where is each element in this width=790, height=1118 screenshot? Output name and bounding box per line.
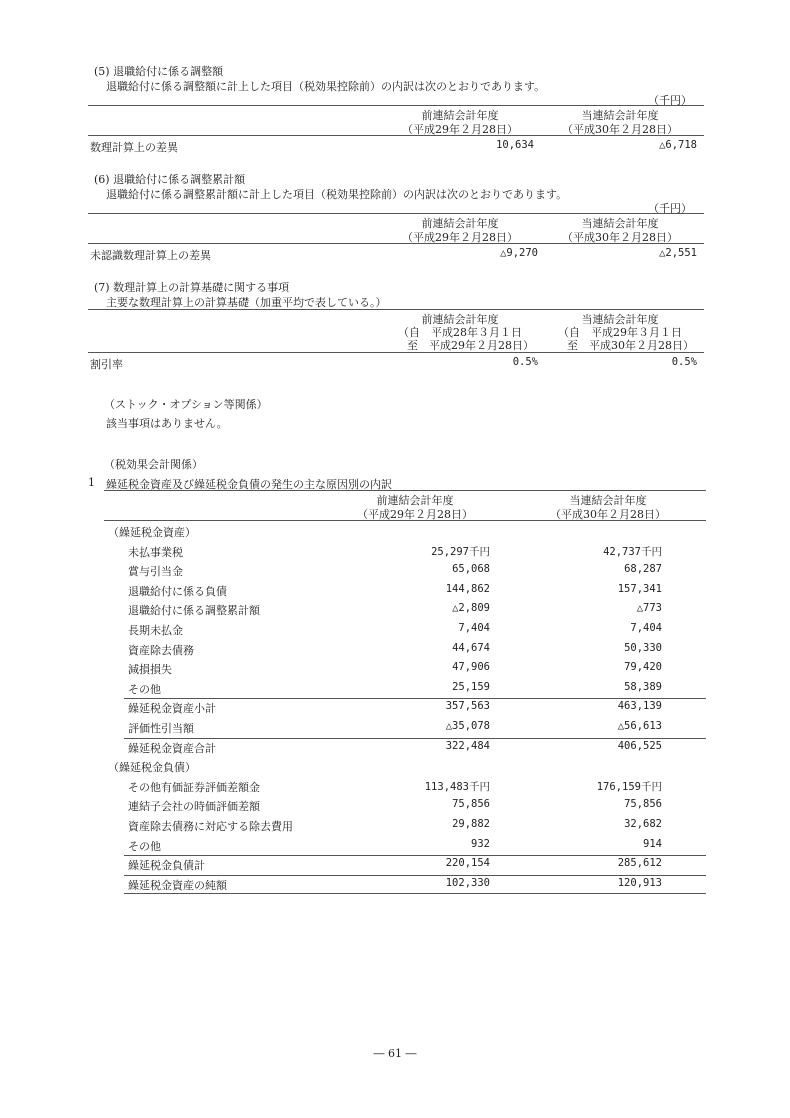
tax-row-label: 資産除去債務に対応する除去費用 (128, 820, 293, 833)
tax-row-label: 長期未払金 (128, 624, 183, 637)
section-6-col1-header: 前連結会計年度 (421, 217, 499, 230)
tax-row-label: 未払事業税 (128, 546, 183, 559)
section-5-col1-header: 前連結会計年度 (421, 109, 499, 122)
tax-subtotal-rule (124, 875, 706, 876)
section-5-col1-date: （平成29年２月28日） (402, 123, 518, 136)
tax-row-value-prev: △35,078 (445, 720, 490, 732)
tax-row-value-prev: 65,068 (452, 563, 490, 575)
tax-row-value-prev: 25,297千円 (431, 546, 490, 558)
tax-row-value-curr: △773 (636, 602, 662, 614)
tax-subtotal-rule (124, 738, 706, 739)
tax-row-label: 繰延税金資産の純額 (128, 879, 227, 892)
tax-row-value-prev: 220,154 (445, 857, 490, 869)
tax-row-label: 減損損失 (128, 663, 172, 676)
tax-col1-header: 前連結会計年度 (376, 494, 454, 507)
section-6-rule-mid (88, 243, 704, 244)
stock-options-text: 該当事項はありません。 (106, 417, 228, 430)
section-5-col2-header: 当連結会計年度 (581, 109, 659, 122)
tax-heading: （税効果会計関係） (104, 458, 203, 471)
tax-row-value-curr: 914 (643, 838, 662, 850)
tax-row-value-curr: 32,682 (624, 818, 662, 830)
section-6-rule-top (88, 213, 704, 214)
section-7-col2-header: 当連結会計年度 (581, 313, 659, 326)
stock-options-heading: （ストック・オプション等関係） (104, 398, 268, 411)
tax-group-label: （繰延税金資産） (108, 526, 196, 539)
section-7-heading: (7) 数理計算上の計算基礎に関する事項 (94, 281, 290, 294)
tax-row-value-prev: 7,404 (458, 622, 490, 634)
tax-row-label: 評価性引当額 (128, 722, 194, 735)
section-7-row-label: 割引率 (90, 358, 123, 371)
section-6-col2-date: （平成30年２月28日） (562, 231, 678, 244)
section-5-description: 退職給付に係る調整額に計上した項目（税効果控除前）の内訳は次のとおりであります。 (106, 80, 546, 93)
tax-row-value-curr: 7,404 (630, 622, 662, 634)
tax-row-value-curr: 50,330 (624, 642, 662, 654)
tax-row-value-curr: 463,139 (617, 700, 662, 712)
tax-row-value-curr: 157,341 (617, 583, 662, 595)
section-7-col1-from: （自 平成28年３月１日 (398, 326, 522, 339)
tax-row-value-curr: △56,613 (617, 720, 662, 732)
section-6-col1-date: （平成29年２月28日） (402, 231, 518, 244)
section-5-value-curr: △6,718 (659, 139, 697, 151)
tax-table-rule-top (104, 490, 706, 491)
section-6-row-label: 未認識数理計算上の差異 (90, 249, 211, 262)
section-5-heading: (5) 退職給付に係る調整額 (94, 65, 224, 78)
tax-row-value-prev: 144,862 (445, 583, 490, 595)
tax-row-label: 繰延税金資産小計 (128, 702, 216, 715)
tax-row-value-prev: 113,483千円 (424, 781, 490, 793)
section-7-col2-from: （自 平成29年３月１日 (558, 326, 682, 339)
section-6-value-curr: △2,551 (659, 247, 697, 259)
tax-item-title: 繰延税金資産及び繰延税金負債の発生の主な原因別の内訳 (106, 478, 392, 491)
tax-row-value-curr: 79,420 (624, 661, 662, 673)
tax-table-rule-header (104, 520, 706, 521)
tax-subtotal-rule (124, 698, 706, 699)
tax-row-value-prev: 47,906 (452, 661, 490, 673)
tax-row-value-prev: 932 (471, 838, 490, 850)
section-7-col2-to: 至 平成30年２月28日） (567, 339, 694, 352)
tax-row-value-prev: 75,856 (452, 798, 490, 810)
tax-row-label: 繰延税金負債計 (128, 859, 205, 872)
section-6-description: 退職給付に係る調整累計額に計上した項目（税効果控除前）の内訳は次のとおりであります。 (106, 188, 568, 201)
section-5-col2-date: （平成30年２月28日） (562, 123, 678, 136)
section-5-value-prev: 10,634 (496, 139, 534, 151)
tax-item-number: 1 (88, 476, 95, 489)
tax-row-value-curr: 42,737千円 (603, 546, 662, 558)
tax-row-value-prev: △2,809 (452, 602, 490, 614)
section-6-heading: (6) 退職給付に係る調整累計額 (94, 173, 246, 186)
section-7-value-curr: 0.5% (671, 356, 697, 368)
tax-row-label: 連結子会社の時価評価差額 (128, 800, 260, 813)
section-7-description: 主要な数理計算上の計算基礎（加重平均で表している。） (106, 296, 387, 309)
section-6-value-prev: △9,270 (500, 247, 538, 259)
tax-row-value-prev: 44,674 (452, 642, 490, 654)
tax-row-value-prev: 25,159 (452, 681, 490, 693)
section-7-col1-header: 前連結会計年度 (421, 313, 499, 326)
section-7-col1-to: 至 平成29年２月28日） (407, 339, 534, 352)
tax-row-value-curr: 68,287 (624, 563, 662, 575)
tax-row-value-curr: 285,612 (617, 857, 662, 869)
tax-row-label: 退職給付に係る負債 (128, 585, 227, 598)
tax-row-value-prev: 29,882 (452, 818, 490, 830)
tax-group-label: （繰延税金負債） (108, 761, 196, 774)
tax-row-value-prev: 357,563 (445, 700, 490, 712)
section-5-rule-mid (88, 135, 704, 136)
tax-row-label: 退職給付に係る調整累計額 (128, 604, 260, 617)
tax-table-rule-bottom (124, 893, 706, 894)
tax-row-value-curr: 406,525 (617, 740, 662, 752)
tax-row-label: その他有価証券評価差額金 (128, 781, 260, 794)
section-5-rule-top (88, 105, 704, 106)
tax-row-value-curr: 176,159千円 (596, 781, 662, 793)
tax-col1-date: （平成29年２月28日） (357, 508, 473, 521)
tax-row-label: その他 (128, 840, 161, 853)
section-5-row-label: 数理計算上の差異 (90, 141, 178, 154)
section-7-value-prev: 0.5% (512, 356, 538, 368)
tax-row-label: 賞与引当金 (128, 565, 183, 578)
section-7-rule-top (88, 309, 704, 310)
tax-row-value-curr: 75,856 (624, 798, 662, 810)
tax-col2-header: 当連結会計年度 (569, 494, 647, 507)
tax-col2-date: （平成30年２月28日） (550, 508, 666, 521)
section-7-rule-mid (88, 352, 704, 353)
section-6-unit: （千円） (648, 202, 692, 215)
tax-row-value-prev: 322,484 (445, 740, 490, 752)
tax-row-value-prev: 102,330 (445, 877, 490, 889)
tax-row-label: その他 (128, 683, 161, 696)
tax-subtotal-rule (124, 855, 706, 856)
tax-row-label: 資産除去債務 (128, 644, 194, 657)
section-6-col2-header: 当連結会計年度 (581, 217, 659, 230)
tax-row-value-curr: 58,389 (624, 681, 662, 693)
tax-row-label: 繰延税金資産合計 (128, 742, 216, 755)
section-5-unit: （千円） (648, 94, 692, 107)
tax-row-value-curr: 120,913 (617, 877, 662, 889)
page-number: ― 61 ― (373, 1047, 417, 1060)
